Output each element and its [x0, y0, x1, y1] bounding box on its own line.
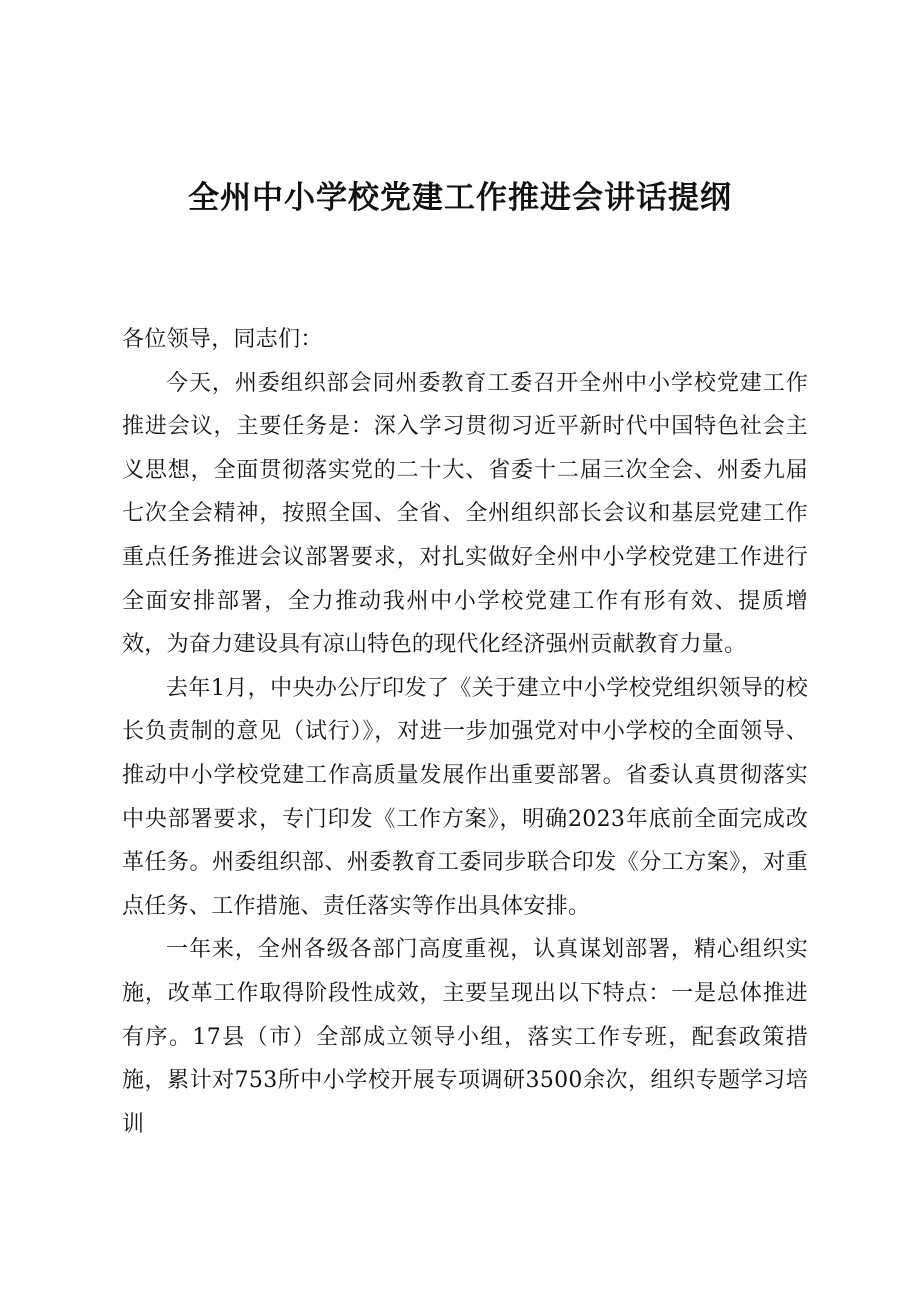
document-title: 全州中小学校党建工作推进会讲话提纲 — [188, 180, 732, 216]
document-body — [122, 318, 808, 1146]
paragraph-2: 去年1月，中央办公厅印发了《关于建立中小学校党组织领导的校长负责制的意见（试行）》，对进一步加强党对中小学校的全面领导、推动中小学校党建工作高质量发展作出重要部署。省委认真贯彻落实中央部署要求，专门印发《工作方案》，明确2023年底前全面完成改革任务。州委组织部、州委教育工委同步联合印发《分工方案》，对重点任务、工作措施、责任落实等作出具体安排。 — [122, 675, 808, 919]
paragraph-1: 今天，州委组织部会同州委教育工委召开全州中小学校党建工作推进会议，主要任务是：深入学习贯彻习近平新时代中国特色社会主义思想，全面贯彻落实党的二十大、省委十二届三次全会、州委九届七次全会精神，按照全国、全省、全州组织部长会议和基层党建工作重点任务推进会议部署要求，对扎实做好全州中小学校党建工作进行全面安排部署，全力推动我州中小学校党建工作有形有效、提质增效，为奋力建设具有凉山特色的现代化经济强州贡献教育力量。 — [122, 370, 808, 658]
salutation: 各位领导，同志们： — [122, 327, 323, 352]
paragraph-3: 一年来，全州各级各部门高度重视，认真谋划部署，精心组织实施，改革工作取得阶段性成效，主要呈现出以下特点：一是总体推进有序。17县（市）全部成立领导小组，落实工作专班，配套政策措施，累计对753所中小学校开展专项调研3500余次，组织专题学习培训 — [122, 937, 808, 1137]
